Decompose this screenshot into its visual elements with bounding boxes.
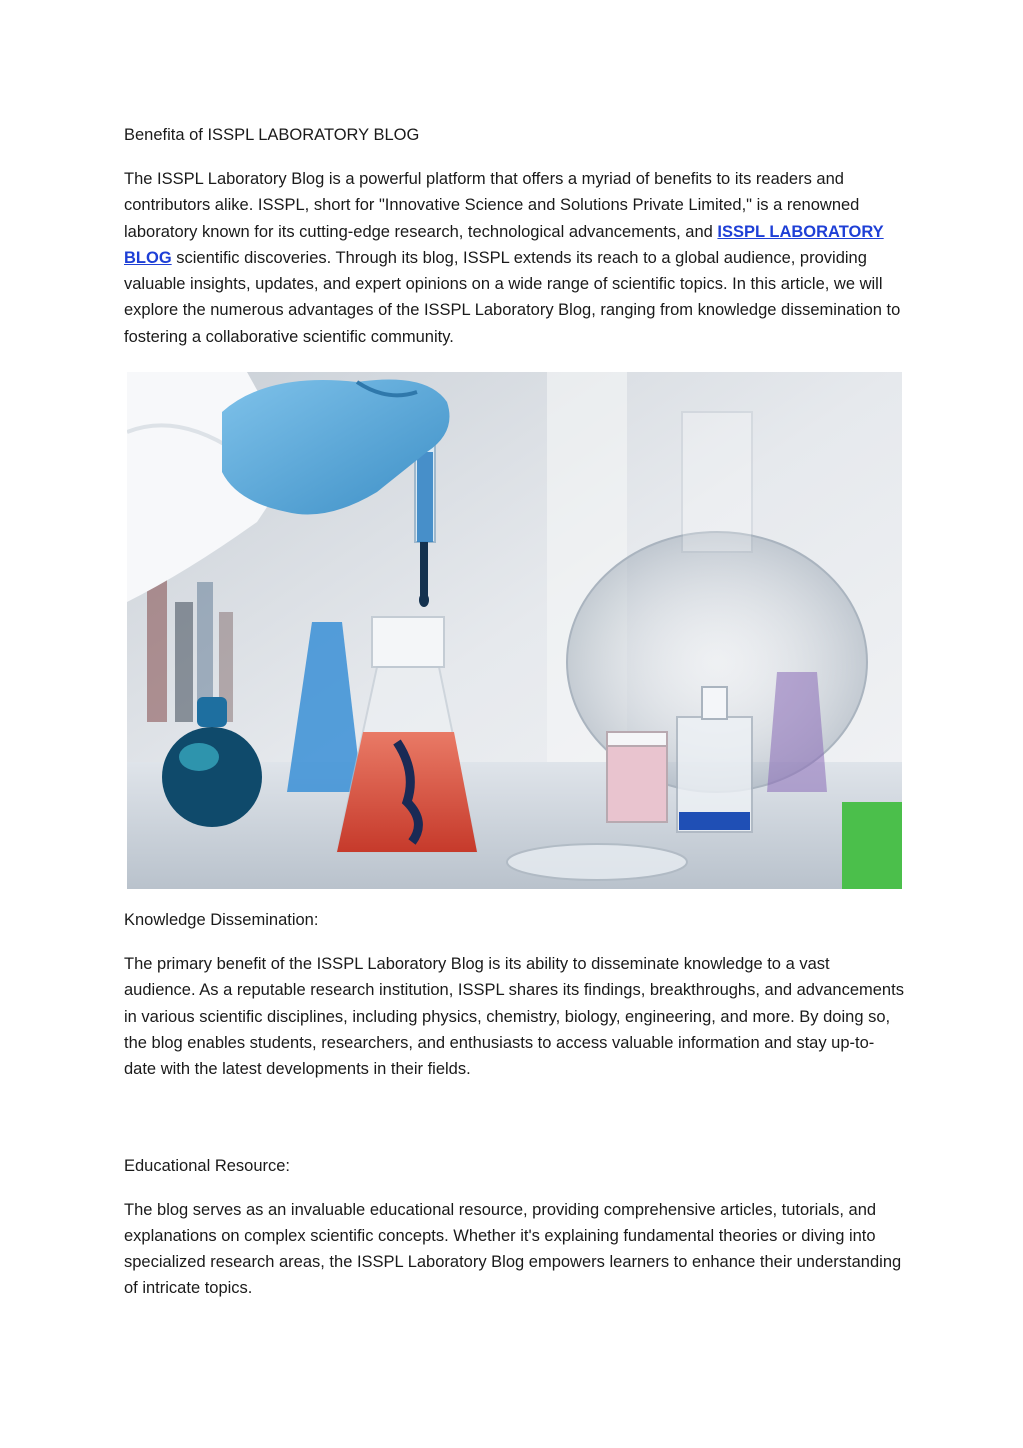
document-page	[124, 122, 904, 1302]
section-heading-educational-resource: Educational Resource:	[124, 1156, 291, 1175]
lab-photo-illustration	[127, 372, 902, 889]
intro-text-after: scientific discoveries. Through its blog, ISSPL extends its reach to a global audience, providing valuable insights, updates, and expert opinions on a wide range of scientific topics. In this article, we will explore the numerous advantages of the ISSPL Laboratory Blog, ranging from knowledge dissemination to fostering a collaborative scientific community.	[124, 248, 901, 346]
document-title: Benefita of ISSPL LABORATORY BLOG	[124, 126, 420, 144]
section-heading-knowledge-dissemination: Knowledge Dissemination:	[124, 911, 319, 930]
isspl-blog-link[interactable]: ISSPL LABORATORY BLOG	[124, 222, 884, 267]
intro-text-before: The ISSPL Laboratory Blog is a powerful platform that offers a myriad of benefits to its readers and contributors alike. ISSPL, short for "Innovative Science and Solutions Private Limited," is a renowned laboratory known for its cutting-edge research, technological advancements, and	[124, 170, 860, 241]
lab-photo	[127, 372, 902, 889]
intro-paragraph	[124, 166, 904, 350]
section-body-knowledge-dissemination: The primary benefit of the ISSPL Laboratory Blog is its ability to disseminate knowledge to a vast audience. As a reputable research institution, ISSPL shares its findings, breakthroughs, and advancements in various scientific disciplines, including physics, chemistry, biology, engineering, and more. By doing so, the blog enables students, researchers, and enthusiasts to access valuable information and stay up-to-date with the latest developments in their fields.	[124, 955, 904, 1079]
section-body-educational-resource: The blog serves as an invaluable educational resource, providing comprehensive articles, tutorials, and explanations on complex scientific concepts. Whether it's explaining fundamental theories or diving into specialized research areas, the ISSPL Laboratory Blog empowers learners to enhance their understanding of intricate topics.	[124, 1200, 902, 1298]
section-spacer	[124, 1083, 904, 1135]
